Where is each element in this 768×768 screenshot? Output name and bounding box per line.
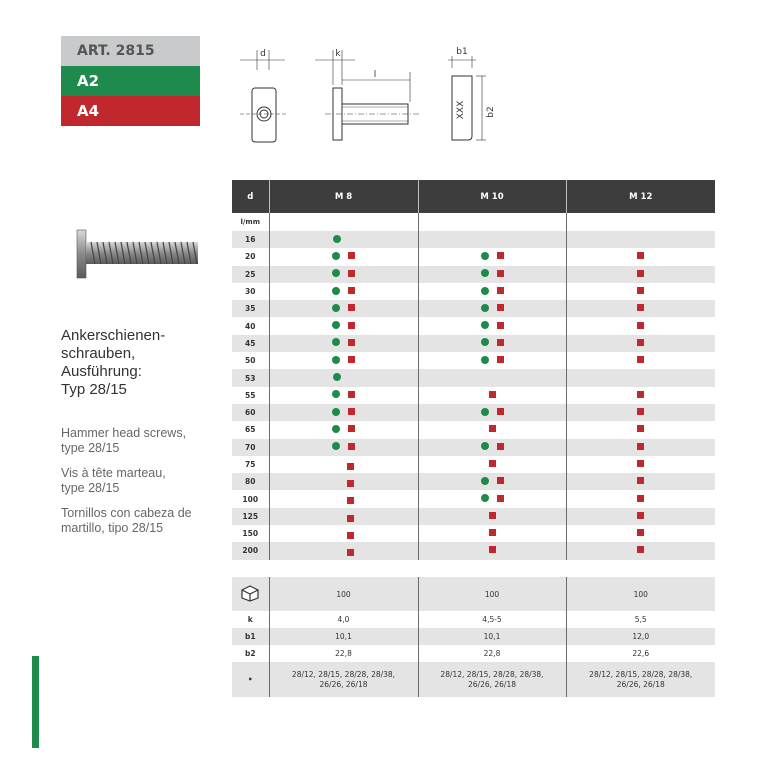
availability-m12 bbox=[566, 335, 715, 352]
availability-m8 bbox=[269, 421, 418, 438]
availability-m10 bbox=[418, 404, 566, 421]
table-row bbox=[232, 266, 715, 283]
availability-m8 bbox=[269, 387, 418, 404]
a2-dot bbox=[481, 442, 489, 450]
availability-m12 bbox=[566, 369, 715, 386]
a2-dot bbox=[332, 356, 340, 364]
a2-dot bbox=[481, 338, 489, 346]
a4-square bbox=[637, 477, 644, 484]
availability-m8 bbox=[269, 439, 418, 456]
availability-m10 bbox=[418, 266, 566, 283]
a4-square bbox=[637, 356, 644, 363]
length-label: 53 bbox=[232, 369, 269, 386]
availability-m10 bbox=[418, 525, 566, 542]
table-row bbox=[232, 508, 715, 525]
a2-dot bbox=[481, 408, 489, 416]
availability-m8 bbox=[269, 317, 418, 334]
table-row bbox=[232, 404, 715, 421]
availability-m10 bbox=[418, 508, 566, 525]
length-label: 16 bbox=[232, 231, 269, 248]
label-b2: b2 bbox=[486, 106, 496, 118]
table-row bbox=[232, 439, 715, 456]
package-icon bbox=[240, 584, 260, 602]
availability-m8 bbox=[269, 266, 418, 283]
availability-m10 bbox=[418, 317, 566, 334]
availability-m8 bbox=[269, 525, 418, 542]
availability-m10 bbox=[418, 300, 566, 317]
header-m8: M 8 bbox=[269, 180, 418, 213]
a2-dot bbox=[481, 477, 489, 485]
availability-m10 bbox=[418, 335, 566, 352]
a4-square bbox=[637, 512, 644, 519]
availability-m10 bbox=[418, 231, 566, 248]
a4-square bbox=[348, 304, 355, 311]
a4-square bbox=[347, 549, 354, 556]
table-row bbox=[232, 317, 715, 334]
availability-m12 bbox=[566, 490, 715, 507]
description-en: Hammer head screws, type 28/15 bbox=[61, 426, 187, 455]
a4-square bbox=[637, 270, 644, 277]
a4-square bbox=[637, 287, 644, 294]
availability-m12 bbox=[566, 421, 715, 438]
a4-square bbox=[497, 356, 504, 363]
b2-row: b2 22,8 22,8 22,6 bbox=[232, 645, 715, 662]
availability-m12 bbox=[566, 248, 715, 265]
a4-square bbox=[348, 425, 355, 432]
a4-square bbox=[489, 425, 496, 432]
table-row bbox=[232, 490, 715, 507]
a4-square bbox=[497, 477, 504, 484]
length-label: 20 bbox=[245, 252, 256, 262]
a4-square bbox=[637, 304, 644, 311]
availability-m8 bbox=[269, 248, 418, 265]
a2-dot bbox=[332, 287, 340, 295]
pack-qty-m12: 100 bbox=[566, 577, 715, 611]
availability-m10 bbox=[418, 542, 566, 559]
availability-m12 bbox=[566, 542, 715, 559]
a4-square bbox=[637, 495, 644, 502]
a2-dot bbox=[332, 425, 340, 433]
a4-square bbox=[497, 443, 504, 450]
a4-square bbox=[497, 339, 504, 346]
availability-m10 bbox=[418, 473, 566, 490]
a4-square bbox=[637, 425, 644, 432]
a4-square bbox=[347, 497, 354, 504]
a2-dot bbox=[481, 269, 489, 277]
table-row bbox=[232, 473, 715, 490]
availability-m12 bbox=[566, 525, 715, 542]
availability-m8 bbox=[269, 456, 418, 473]
a2-dot bbox=[332, 321, 340, 329]
availability-m12 bbox=[566, 456, 715, 473]
table-row bbox=[232, 525, 715, 542]
availability-m8 bbox=[269, 300, 418, 317]
a4-square bbox=[637, 408, 644, 415]
label-d: d bbox=[260, 49, 266, 59]
pack-row bbox=[232, 577, 715, 611]
table-row bbox=[232, 248, 715, 265]
table-row bbox=[232, 352, 715, 369]
a4-square bbox=[497, 252, 504, 259]
a2-dot bbox=[332, 338, 340, 346]
availability-m10 bbox=[418, 283, 566, 300]
a4-square bbox=[347, 532, 354, 539]
a2-dot bbox=[332, 304, 340, 312]
material-a4-badge: A4 bbox=[61, 96, 200, 126]
a4-square bbox=[348, 322, 355, 329]
availability-m8 bbox=[269, 335, 418, 352]
a4-square bbox=[637, 322, 644, 329]
availability-m10 bbox=[418, 352, 566, 369]
length-label: 35 bbox=[232, 300, 269, 317]
length-label: 125 bbox=[232, 508, 269, 525]
a2-dot bbox=[332, 390, 340, 398]
length-label: 65 bbox=[245, 425, 256, 435]
table-row bbox=[232, 335, 715, 352]
a4-square bbox=[637, 339, 644, 346]
k-row: k 4,0 4,5-5 5,5 bbox=[232, 611, 715, 628]
a2-dot bbox=[332, 269, 340, 277]
availability-m12 bbox=[566, 387, 715, 404]
a4-square bbox=[348, 270, 355, 277]
availability-m10 bbox=[418, 369, 566, 386]
a2-dot bbox=[332, 252, 340, 260]
availability-m8 bbox=[269, 231, 418, 248]
accent-bar bbox=[32, 656, 39, 748]
a4-square bbox=[637, 460, 644, 467]
length-label: 150 bbox=[242, 529, 259, 539]
availability-m10 bbox=[418, 387, 566, 404]
availability-m10 bbox=[418, 248, 566, 265]
table-row bbox=[232, 369, 715, 386]
header-row bbox=[232, 180, 715, 213]
length-label: 50 bbox=[245, 356, 256, 366]
pack-qty-m8: 100 bbox=[269, 577, 418, 611]
a4-square bbox=[497, 408, 504, 415]
a4-square bbox=[348, 339, 355, 346]
a4-square bbox=[489, 546, 496, 553]
a4-square bbox=[347, 463, 354, 470]
pack-qty-m10: 100 bbox=[418, 577, 566, 611]
availability-m8 bbox=[269, 404, 418, 421]
a2-dot bbox=[481, 321, 489, 329]
availability-m12 bbox=[566, 300, 715, 317]
a4-square bbox=[489, 512, 496, 519]
description-es: Tornillos con cabeza de martillo, tipo 28/15 bbox=[61, 506, 192, 535]
a4-square bbox=[348, 252, 355, 259]
a4-square bbox=[637, 252, 644, 259]
label-b1: b1 bbox=[456, 47, 468, 57]
availability-m12 bbox=[566, 508, 715, 525]
table-row bbox=[232, 421, 715, 438]
a4-square bbox=[489, 391, 496, 398]
availability-m10 bbox=[418, 439, 566, 456]
table-row bbox=[232, 231, 715, 248]
header-m12: M 12 bbox=[566, 180, 715, 213]
table-row bbox=[232, 387, 715, 404]
a4-square bbox=[637, 529, 644, 536]
label-k: k bbox=[335, 49, 341, 59]
a2-dot bbox=[481, 304, 489, 312]
length-label: 40 bbox=[245, 321, 256, 331]
a2-dot bbox=[332, 408, 340, 416]
length-label: 200 bbox=[232, 542, 269, 559]
screw-image bbox=[75, 228, 200, 280]
a4-square bbox=[348, 408, 355, 415]
availability-m8 bbox=[269, 508, 418, 525]
availability-m8 bbox=[269, 352, 418, 369]
table-row bbox=[232, 542, 715, 559]
a4-square bbox=[347, 515, 354, 522]
a4-square bbox=[348, 356, 355, 363]
a2-dot bbox=[333, 235, 341, 243]
a4-square bbox=[348, 391, 355, 398]
a2-dot bbox=[332, 442, 340, 450]
availability-m8 bbox=[269, 369, 418, 386]
a2-dot bbox=[481, 494, 489, 502]
a4-square bbox=[489, 460, 496, 467]
a4-square bbox=[637, 391, 644, 398]
technical-drawings bbox=[230, 40, 520, 150]
length-label: 45 bbox=[232, 335, 269, 352]
availability-m12 bbox=[566, 231, 715, 248]
availability-m8 bbox=[269, 542, 418, 559]
a4-square bbox=[497, 270, 504, 277]
product-title-de: Ankerschienen- schrauben, Ausführung: Typ 28/15 bbox=[61, 327, 166, 398]
a2-dot bbox=[481, 252, 489, 260]
availability-m8 bbox=[269, 490, 418, 507]
length-label: 70 bbox=[232, 439, 269, 456]
availability-m12 bbox=[566, 439, 715, 456]
availability-m12 bbox=[566, 283, 715, 300]
label-marking: XXX bbox=[456, 100, 466, 120]
material-a2-badge: A2 bbox=[61, 66, 200, 96]
a4-square bbox=[497, 287, 504, 294]
a2-dot bbox=[481, 287, 489, 295]
availability-m12 bbox=[566, 317, 715, 334]
a4-square bbox=[348, 443, 355, 450]
unit-label: l/mm bbox=[232, 213, 269, 231]
length-label: 55 bbox=[245, 390, 256, 400]
a4-square bbox=[497, 322, 504, 329]
length-label: 30 bbox=[245, 287, 256, 297]
availability-m8 bbox=[269, 283, 418, 300]
length-label: 60 bbox=[232, 404, 269, 421]
length-label: 75 bbox=[245, 460, 256, 469]
header-m10: M 10 bbox=[418, 180, 566, 213]
length-label: 100 bbox=[242, 494, 259, 504]
spec-table bbox=[232, 577, 715, 697]
availability-m12 bbox=[566, 404, 715, 421]
a2-dot bbox=[481, 356, 489, 364]
a4-square bbox=[637, 443, 644, 450]
description-fr: Vis à tête marteau, type 28/15 bbox=[61, 466, 166, 495]
fit-row: • 28/12, 28/15, 28/28, 28/38, 26/26, 26/18 28/12, 28/15, 28/28, 28/38, 26/26, 26/18 28/12, 28/15, 28/28, 28/38, 26/26, 26/18 bbox=[232, 662, 715, 697]
availability-table bbox=[232, 180, 715, 560]
pack-icon-cell bbox=[232, 577, 269, 611]
unit-row bbox=[232, 213, 715, 231]
header-d: d bbox=[232, 180, 269, 213]
a4-square bbox=[637, 546, 644, 553]
a4-square bbox=[497, 495, 504, 502]
availability-m12 bbox=[566, 473, 715, 490]
table-row bbox=[232, 456, 715, 473]
length-label: 80 bbox=[232, 473, 269, 490]
table-row bbox=[232, 300, 715, 317]
article-badge: ART. 2815 bbox=[61, 36, 200, 66]
a4-square bbox=[497, 304, 504, 311]
availability-m12 bbox=[566, 352, 715, 369]
a4-square bbox=[347, 480, 354, 487]
availability-m10 bbox=[418, 490, 566, 507]
a2-dot bbox=[333, 373, 341, 381]
b1-row: b1 10,1 10,1 12,0 bbox=[232, 628, 715, 645]
length-label: 25 bbox=[232, 266, 269, 283]
availability-m10 bbox=[418, 456, 566, 473]
availability-m10 bbox=[418, 421, 566, 438]
table-row bbox=[232, 283, 715, 300]
availability-m12 bbox=[566, 266, 715, 283]
a4-square bbox=[348, 287, 355, 294]
availability-m8 bbox=[269, 473, 418, 490]
a4-square bbox=[489, 529, 496, 536]
label-l: l bbox=[373, 70, 377, 80]
